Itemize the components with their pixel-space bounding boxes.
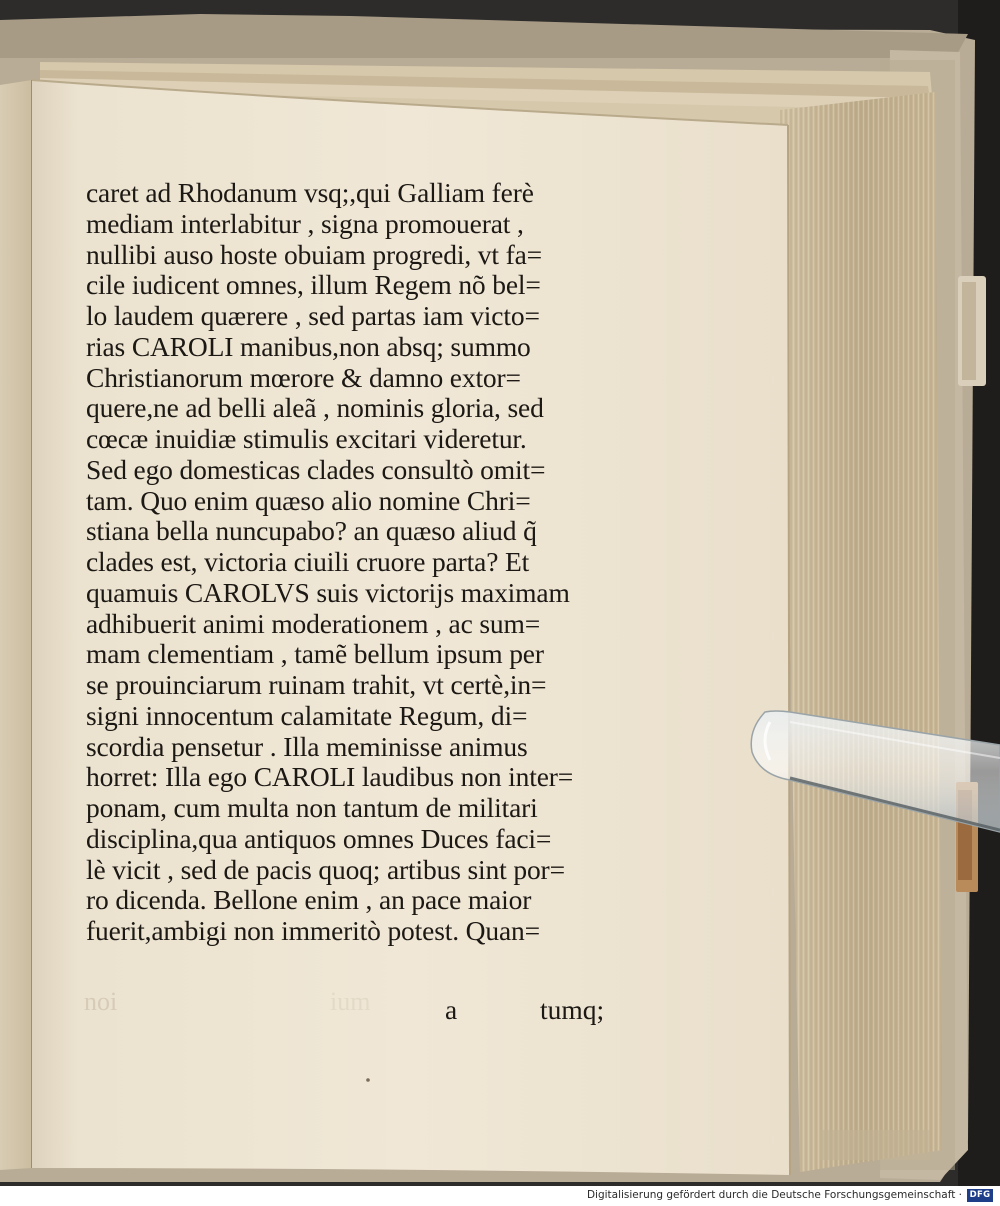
text-line: clades est, victoria ciuili cruore parta? Et <box>86 546 530 577</box>
text-line: se prouinciarum ruinam trahit, vt certè,in= <box>86 669 547 700</box>
text-line: adhibuerit animi moderationem , ac sum= <box>86 607 541 639</box>
text-line: nullibi auso hoste obuiam progredi, vt fa= <box>86 238 543 270</box>
left-page-edge <box>0 80 32 1170</box>
svg-text:noi: noi <box>84 987 118 1016</box>
text-line: stiana bella nuncupabo? an quæso aliud q̃ <box>86 515 537 547</box>
footer-bar <box>0 1186 1000 1206</box>
signature-mark: a <box>445 994 458 1025</box>
text-line: mediam interlabitur , signa promouerat , <box>86 207 524 239</box>
text-line: quamuis CAROLVS suis victorijs maximam <box>86 576 570 608</box>
text-line: cœcæ inuidiæ stimulis excitari videretur. <box>86 423 527 454</box>
text-line: scordia pensetur . Illa meminisse animus <box>86 730 528 762</box>
text-line: horret: Illa ego CAROLI laudibus non inter= <box>86 761 574 793</box>
text-line: ponam, cum multa non tantum de militari <box>86 792 538 823</box>
text-line: rias CAROLI manibus,non absq; summo <box>86 330 531 362</box>
text-line: ro dicenda. Bellone enim , an pace maior <box>86 884 532 916</box>
text-line: tam. Quo enim quæso alio nomine Chri= <box>86 484 531 516</box>
text-line: lè vicit , sed de pacis quoq; artibus sint por= <box>86 853 565 885</box>
dfg-logo: DFG <box>967 1189 993 1202</box>
funding-credit: Digitalisierung gefördert durch die Deutsche Forschungsgemeinschaft · <box>586 1189 962 1201</box>
page-text <box>86 178 612 947</box>
text-line: signi innocentum calamitate Regum, di= <box>86 699 528 731</box>
svg-text:ium: ium <box>330 987 371 1016</box>
text-line: cile iudicent omnes, illum Regem nõ bel= <box>86 269 541 301</box>
text-line: Sed ego domesticas clades consultò omit= <box>86 453 546 485</box>
text-line: Christianorum mœrore & damno extor= <box>86 361 521 393</box>
text-line: quere,ne ad belli aleã , nominis gloria, sed <box>86 392 544 424</box>
text-line: caret ad Rhodanum vsq;,qui Galliam ferè <box>86 177 534 208</box>
text-line: lo laudem quærere , sed partas iam victo= <box>86 300 540 331</box>
text-line: disciplina,qua antiquos omnes Duces faci= <box>86 822 552 854</box>
text-line: fuerit,ambigi non immeritò potest. Quan= <box>86 915 541 946</box>
catchword: tumq; <box>540 994 605 1025</box>
text-line: mam clementiam , tamẽ bellum ipsum per <box>86 638 544 670</box>
